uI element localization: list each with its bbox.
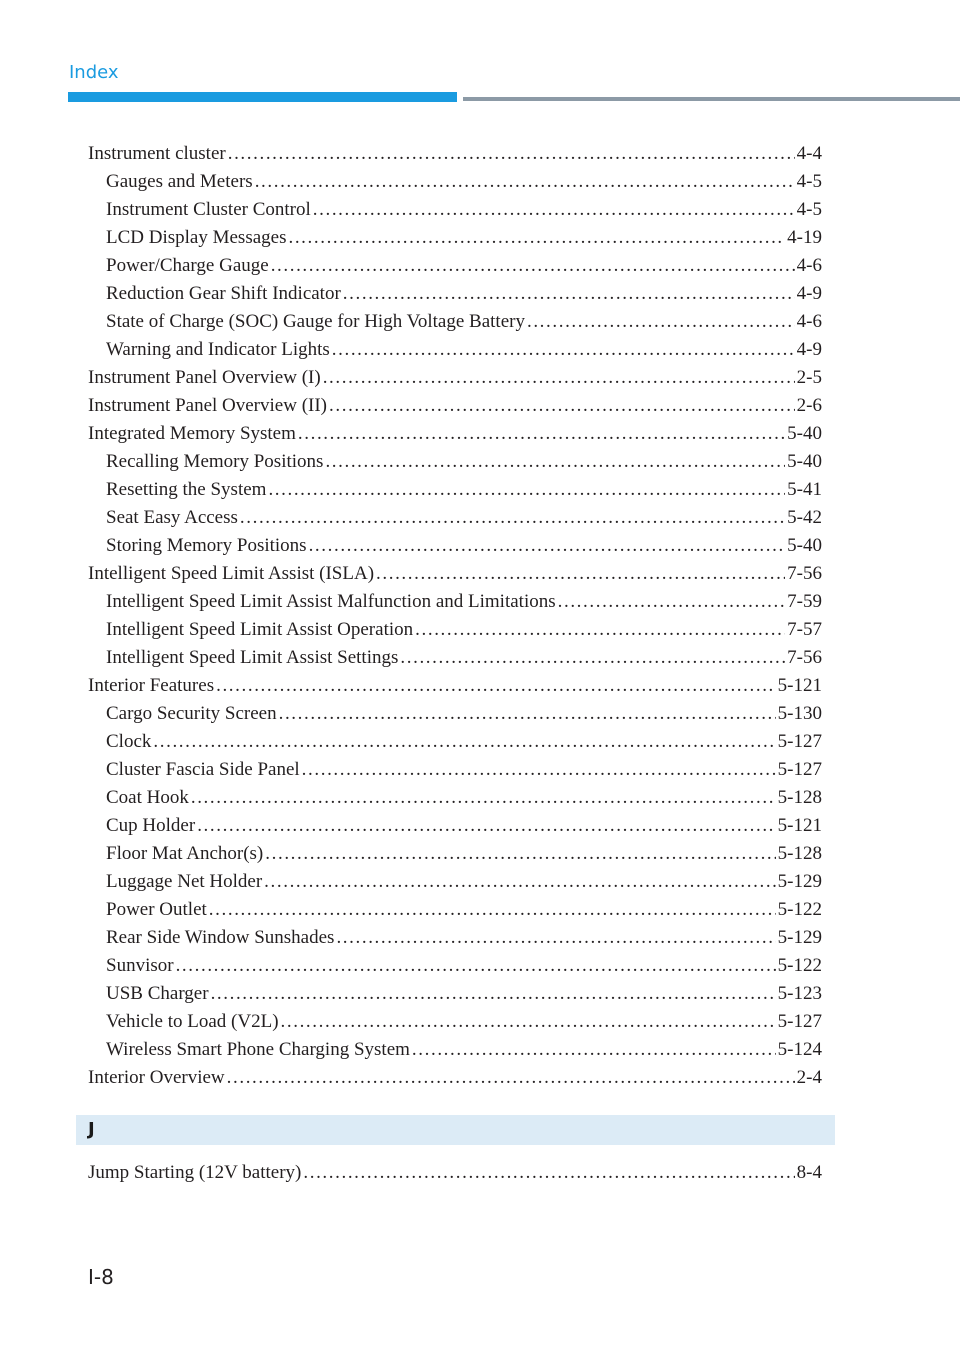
dot-leader [302,757,776,783]
index-entry[interactable] [106,589,822,615]
entry-page: 4-19 [787,227,822,248]
section-header-j [76,1115,835,1145]
entry-page: 5-41 [787,479,822,500]
dot-leader [228,141,795,167]
entry-page: 5-121 [777,675,822,696]
entry-page: 2-5 [796,367,822,388]
entry-title: Cup Holder [106,815,196,836]
header-accent-bar [68,92,457,102]
section-letter: J [88,1119,95,1140]
entry-page: 7-57 [787,619,822,640]
index-entry[interactable] [106,617,822,643]
index-entry[interactable] [88,365,822,391]
entry-page: 5-40 [787,535,822,556]
entry-title: Wireless Smart Phone Charging System [106,1039,410,1060]
entry-page: 4-5 [796,171,822,192]
dot-leader [558,589,786,615]
entry-title: Instrument Panel Overview (II) [88,395,328,416]
dot-leader [412,1037,776,1063]
dot-leader [255,169,795,195]
dot-leader [329,393,795,419]
entry-title: Power/Charge Gauge [106,255,269,276]
entry-page: 4-4 [796,143,822,164]
index-entry[interactable] [88,673,822,699]
index-entry[interactable] [106,645,822,671]
entry-page: 5-127 [777,731,822,752]
entry-page: 5-128 [777,787,822,808]
dot-leader [211,981,776,1007]
entry-title: Instrument Cluster Control [106,199,311,220]
entry-page: 5-123 [777,983,822,1004]
entry-title: Intelligent Speed Limit Assist Operation [106,619,414,640]
index-entry[interactable] [106,701,822,727]
index-entry[interactable] [106,253,822,279]
dot-leader [323,365,795,391]
entry-page: 7-59 [787,591,822,612]
dot-leader [303,1160,794,1186]
dot-leader [209,897,776,923]
index-entry[interactable] [106,813,822,839]
dot-leader [325,449,785,475]
index-entry[interactable] [88,1065,822,1091]
entry-title: Rear Side Window Sunshades [106,927,335,948]
entry-page: 5-128 [777,843,822,864]
dot-leader [279,701,776,727]
index-entry[interactable] [106,841,822,867]
dot-leader [264,869,776,895]
entry-title: Sunvisor [106,955,174,976]
entry-page: 2-6 [796,395,822,416]
dot-leader [288,225,785,251]
entry-page: 5-122 [777,899,822,920]
dot-leader [415,617,785,643]
entry-title: LCD Display Messages [106,227,287,248]
index-entry[interactable] [88,141,822,167]
dot-leader [343,281,795,307]
index-entry[interactable] [106,1009,822,1035]
dot-leader [271,253,795,279]
index-entry[interactable] [88,561,822,587]
entry-page: 8-4 [796,1162,822,1183]
index-header-title: Index [69,62,119,83]
entry-title: Warning and Indicator Lights [106,339,330,360]
entry-title: Gauges and Meters [106,171,253,192]
dot-leader [197,813,775,839]
index-entry[interactable] [106,309,822,335]
dot-leader [376,561,785,587]
dot-leader [227,1065,795,1091]
entry-page: 2-4 [796,1067,822,1088]
entry-page: 7-56 [787,647,822,668]
dot-leader [313,197,795,223]
entry-title: Intelligent Speed Limit Assist (ISLA) [88,563,375,584]
index-entry[interactable] [88,421,822,447]
index-entry[interactable] [106,729,822,755]
dot-leader [176,953,776,979]
index-entry[interactable] [106,533,822,559]
index-entry[interactable] [106,785,822,811]
header-rule [463,97,960,101]
entry-title: Storing Memory Positions [106,535,307,556]
entry-page: 4-6 [796,255,822,276]
entry-page: 5-129 [777,871,822,892]
entry-title: Vehicle to Load (V2L) [106,1011,279,1032]
entry-title: USB Charger [106,983,209,1004]
entry-page: 4-9 [796,283,822,304]
dot-leader [336,925,775,951]
entry-title: Intelligent Speed Limit Assist Malfunction and Limitations [106,591,556,612]
entry-page: 4-9 [796,339,822,360]
entry-title: Instrument Panel Overview (I) [88,367,321,388]
entry-page: 5-127 [777,759,822,780]
entry-title: Resetting the System [106,479,267,500]
entry-title: Cluster Fascia Side Panel [106,759,300,780]
index-entry[interactable] [106,337,822,363]
entry-title: Recalling Memory Positions [106,451,324,472]
dot-leader [216,673,776,699]
index-entry[interactable] [106,1037,822,1063]
index-entry[interactable] [106,197,822,223]
entry-title: Luggage Net Holder [106,871,263,892]
dot-leader [153,729,775,755]
entry-page: 5-127 [777,1011,822,1032]
entry-title: State of Charge (SOC) Gauge for High Voltage Battery [106,311,525,332]
dot-leader [400,645,785,671]
dot-leader [309,533,786,559]
index-entry[interactable] [106,477,822,503]
dot-leader [268,477,785,503]
entry-page: 5-121 [777,815,822,836]
entry-title: Power Outlet [106,899,207,920]
entry-title: Intelligent Speed Limit Assist Settings [106,647,399,668]
index-entry[interactable] [106,281,822,307]
entry-page: 4-5 [796,199,822,220]
dot-leader [240,505,785,531]
entry-title: Seat Easy Access [106,507,238,528]
entry-page: 5-124 [777,1039,822,1060]
entry-title: Reduction Gear Shift Indicator [106,283,341,304]
dot-leader [265,841,775,867]
index-entry[interactable] [106,925,822,951]
entry-title: Floor Mat Anchor(s) [106,843,264,864]
index-entry[interactable] [106,449,822,475]
entry-title: Jump Starting (12V battery) [88,1162,302,1183]
entry-title: Interior Features [88,675,215,696]
entry-page: 5-40 [787,423,822,444]
dot-leader [191,785,776,811]
entry-page: 5-42 [787,507,822,528]
entry-page: 5-130 [777,703,822,724]
entry-title: Integrated Memory System [88,423,296,444]
index-entry[interactable] [106,169,822,195]
entry-page: 5-40 [787,451,822,472]
page-number: I-8 [88,1265,114,1289]
index-entry[interactable] [106,505,822,531]
index-entry[interactable] [106,757,822,783]
index-entry[interactable] [106,953,822,979]
entry-title: Coat Hook [106,787,189,808]
entry-page: 7-56 [787,563,822,584]
entry-title: Instrument cluster [88,143,226,164]
dot-leader [298,421,785,447]
index-entry[interactable] [88,393,822,419]
index-entry[interactable] [88,1160,822,1186]
entry-title: Cargo Security Screen [106,703,277,724]
entry-title: Interior Overview [88,1067,225,1088]
index-entry[interactable] [106,897,822,923]
index-entry[interactable] [106,981,822,1007]
dot-leader [332,337,795,363]
entry-page: 5-129 [777,927,822,948]
entry-page: 4-6 [796,311,822,332]
dot-leader [281,1009,776,1035]
index-entry[interactable] [106,225,822,251]
index-entry[interactable] [106,869,822,895]
entry-page: 5-122 [777,955,822,976]
entry-title: Clock [106,731,152,752]
dot-leader [527,309,795,335]
